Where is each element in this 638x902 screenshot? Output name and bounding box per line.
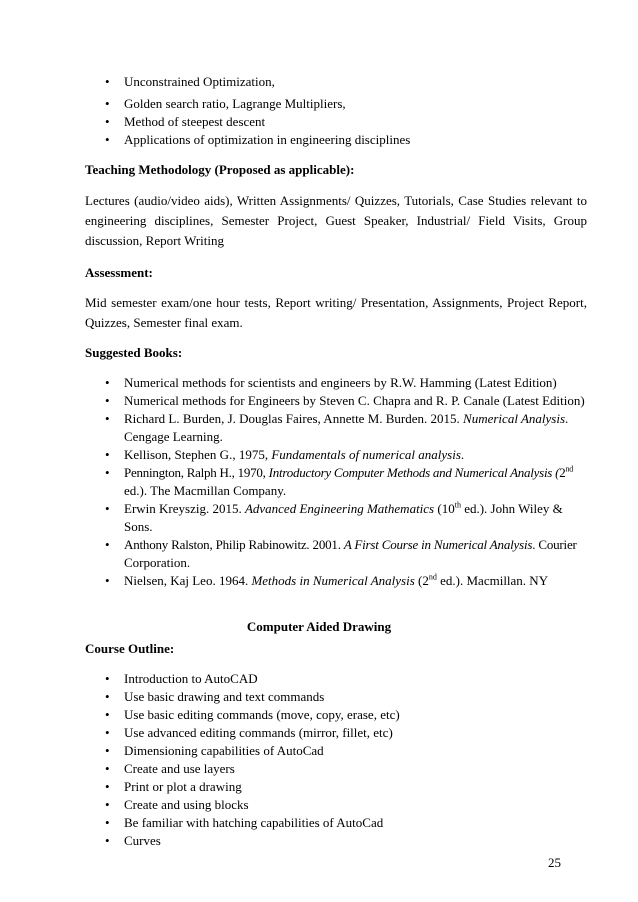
bullet-glyph: • <box>105 797 110 812</box>
list-item-text: Method of steepest descent <box>124 114 266 129</box>
book-authors: Kellison, Stephen G., 1975, <box>124 447 272 462</box>
teaching-heading: Teaching Methodology (Proposed as applicable): <box>85 162 355 177</box>
list-item-text: Create and using blocks <box>124 797 249 812</box>
list-item-text: Curves <box>124 833 161 848</box>
list-item-text: Be familiar with hatching capabilities of AutoCad <box>124 815 384 830</box>
assessment-heading: Assessment: <box>85 265 153 280</box>
book-text <box>124 410 568 428</box>
bullet-glyph: • <box>105 501 110 516</box>
page-number: 25 <box>548 855 561 870</box>
bullet-glyph: • <box>105 537 110 552</box>
teaching-paragraph-line2: engineering disciplines, Semester Project, Guest Speaker, Industrial/ Field Visits, Group <box>85 213 587 228</box>
bullet-glyph: • <box>105 725 110 740</box>
bullet-glyph: • <box>105 833 110 848</box>
list-item-text: Use advanced editing commands (mirror, fillet, etc) <box>124 725 393 740</box>
bullet-glyph: • <box>105 393 110 408</box>
book-edition: (10 <box>434 501 455 516</box>
list-item-text: Create and use layers <box>124 761 235 776</box>
bullet-glyph: • <box>105 689 110 704</box>
book-authors: Pennington, Ralph H., 1970, <box>124 465 269 480</box>
book-authors: Richard L. Burden, J. Douglas Faires, Annette M. Burden. 2015. <box>124 411 464 426</box>
book-authors: Erwin Kreyszig. 2015. <box>124 501 245 516</box>
book-text <box>124 536 577 554</box>
bullet-glyph: • <box>105 815 110 830</box>
book-text <box>124 446 464 464</box>
bullet-glyph: • <box>105 707 110 722</box>
section-title: Computer Aided Drawing <box>246 619 392 634</box>
book-publisher: . Courier <box>532 537 577 552</box>
book-text: Numerical methods for Engineers by Steven C. Chapra and R. P. Canale (Latest Edition) <box>124 393 585 408</box>
list-item-text: Dimensioning capabilities of AutoCad <box>124 743 324 758</box>
book-authors: Nielsen, Kaj Leo. 1964. <box>124 573 252 588</box>
bullet-glyph: • <box>105 573 110 588</box>
book-continuation: ed.). The Macmillan Company. <box>124 483 287 498</box>
books-heading: Suggested Books: <box>85 345 183 360</box>
bullet-glyph: • <box>105 779 110 794</box>
book-continuation: Corporation. <box>124 555 191 570</box>
bullet-glyph: • <box>105 671 110 686</box>
book-edition: 2 <box>559 465 566 480</box>
list-item-text: Golden search ratio, Lagrange Multipliers, <box>124 96 346 111</box>
list-item-text: Applications of optimization in engineering disciplines <box>124 132 411 147</box>
book-title: A First Course in Numerical Analysis <box>343 537 533 552</box>
bullet-glyph: • <box>105 132 110 147</box>
bullet-glyph: • <box>105 74 110 89</box>
list-item-text: Unconstrained Optimization, <box>124 74 275 89</box>
book-punct: . <box>565 411 569 426</box>
bullet-glyph: • <box>105 375 110 390</box>
bullet-glyph: • <box>105 761 110 776</box>
list-item-text: Use basic drawing and text commands <box>124 689 325 704</box>
list-item-text: Use basic editing commands (move, copy, erase, etc) <box>124 707 400 722</box>
book-publisher: ed.). Macmillan. NY <box>436 573 549 588</box>
book-authors: Anthony Ralston, Philip Rabinowitz. 2001. <box>124 537 344 552</box>
book-continuation: Sons. <box>124 519 153 534</box>
book-punct: . <box>460 447 465 462</box>
book-title: Fundamentals of numerical analysis <box>271 447 461 462</box>
teaching-paragraph-line1: Lectures (audio/video aids), Written Assignments/ Quizzes, Tutorials, Case Studies relevant to <box>85 193 587 208</box>
book-text: Numerical methods for scientists and engineers by R.W. Hamming (Latest Edition) <box>124 375 557 390</box>
teaching-paragraph-line3: discussion, Report Writing <box>85 233 224 248</box>
course-outline-heading: Course Outline: <box>85 641 175 656</box>
book-publisher: ed.). John Wiley & <box>460 501 563 516</box>
bullet-glyph: • <box>105 114 110 129</box>
bullet-glyph: • <box>105 465 110 480</box>
book-continuation: Cengage Learning. <box>124 429 223 444</box>
bullet-glyph: • <box>105 447 110 462</box>
list-item-text: Introduction to AutoCAD <box>124 671 258 686</box>
book-edition-suffix: nd <box>428 572 437 582</box>
book-edition-suffix: nd <box>565 464 573 474</box>
bullet-glyph: • <box>105 411 110 426</box>
book-text <box>124 572 548 590</box>
assessment-paragraph-line2: Quizzes, Semester final exam. <box>85 315 243 330</box>
book-text <box>124 464 573 482</box>
book-edition-suffix: th <box>454 500 461 510</box>
book-title: Numerical Analysis <box>463 411 565 426</box>
bullet-glyph: • <box>105 96 110 111</box>
book-title: Methods in Numerical Analysis <box>251 573 415 588</box>
assessment-paragraph-line1: Mid semester exam/one hour tests, Report writing/ Presentation, Assignments, Project Report, <box>85 295 587 310</box>
book-edition: (2 <box>414 573 429 588</box>
book-title: Advanced Engineering Mathematics <box>244 501 435 516</box>
book-title: Introductory Computer Methods and Numerical Analysis ( <box>268 465 560 480</box>
list-item-text: Print or plot a drawing <box>124 779 242 794</box>
book-text <box>124 500 563 518</box>
bullet-glyph: • <box>105 743 110 758</box>
